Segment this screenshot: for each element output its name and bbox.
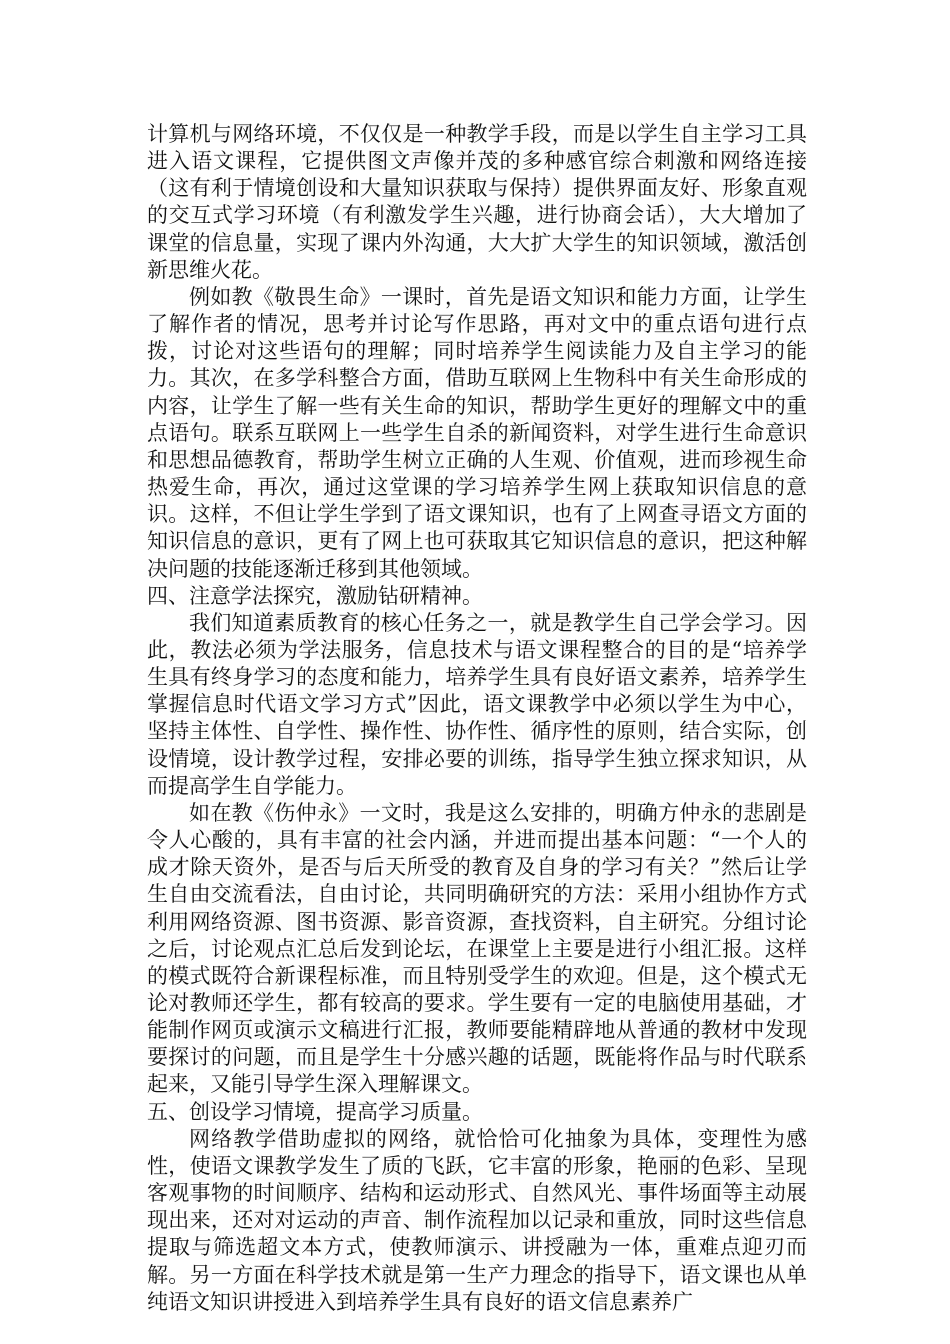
paragraph-quality-education: 我们知道素质教育的核心任务之一，就是教学生自己学会学习。因此，教法必须为学法服务，信息技术与语文课程整合的目的是“培养学生具有终身学习的态度和能力，培养学生具有良好语文素养，培养学生掌握信息时代语文学习方式”因此，语文课教学中必须以学生为中心，坚持主体性、自学性、操作性、协作性、循序性的原则，结合实际，创设情境，设计教学过程，安排必要的训练，指导学生独立探求知识，从而提高学生自学能力。 [147, 610, 807, 798]
document-page [147, 121, 807, 1316]
paragraph-respect-life-example: 例如教《敬畏生命》一课时，首先是语文知识和能力方面，让学生了解作者的情况，思考并讨论写作思路，再对文中的重点语句进行点拨，讨论对这些语句的理解；同时培养学生阅读能力及自主学习的能力。其次，在多学科整合方面，借助互联网上生物科中有关生命形成的内容，让学生了解一些有关生命的知识，帮助学生更好的理解文中的重点语句。联系互联网上一些学生自杀的新闻资料，对学生进行生命意识和思想品德教育，帮助学生树立正确的人生观、价值观，进而珍视生命热爱生命，再次，通过这堂课的学习培养学生网上获取知识信息的意识。这样，不但让学生学到了语文课知识，也有了上网查寻语文方面的知识信息的意识，更有了网上也可获取其它知识信息的意识，把这种解决问题的技能逐渐迁移到其他领域。 [147, 284, 807, 581]
section-heading-5: 五、创设学习情境，提高学习质量。 [147, 1099, 483, 1124]
section-heading-4: 四、注意学法探究，激励钻研精神。 [147, 583, 483, 608]
paragraph-network-teaching: 网络教学借助虚拟的网络，就恰恰可化抽象为具体，变理性为感性，使语文课教学发生了质的飞跃，它丰富的形象，艳丽的色彩、呈现客观事物的时间顺序、结构和运动形式、自然风光、事件场面等主动展现出来，还对对运动的声音、制作流程加以记录和重放，同时这些信息提取与筛选超文本方式，使教师演示、讲授融为一体，重难点迎刃而解。另一方面在科学技术就是第一生产力理念的指导下，语文课也从单纯语文知识讲授进入到培养学生具有良好的语文信息素养广 [147, 1126, 807, 1314]
paragraph-network-environment: 计算机与网络环境，不仅仅是一种教学手段，而是以学生自主学习工具进入语文课程，它提供图文声像并茂的多种感官综合刺激和网络连接（这有利于情境创设和大量知识获取与保持）提供界面友好、形象直观的交互式学习环境（有利激发学生兴趣，进行协商会话），大大增加了课堂的信息量，实现了课内外沟通，大大扩大学生的知识领域，激活创新思维火花。 [147, 122, 807, 282]
paragraph-shang-zhongyong-example: 如在教《伤仲永》一文时，我是这么安排的，明确方仲永的悲剧是令人心酸的，具有丰富的社会内涵，并进而提出基本问题：“一个人的成才除天资外，是否与后天所受的教育及自身的学习有关？”然后让学生自由交流看法，自由讨论，共同明确研究的方法：采用小组协作方式利用网络资源、图书资源、影音资源，查找资料，自主研究。分组讨论之后，讨论观点汇总后发到论坛，在课堂上主要是进行小组汇报。这样的模式既符合新课程标准，而且特别受学生的欢迎。但是，这个模式无论对教师还学生，都有较高的要求。学生要有一定的电脑使用基础，才能制作网页或演示文稿进行汇报，教师要能精辟地从普通的教材中发现要探讨的问题，而且是学生十分感兴趣的话题，既能将作品与时代联系起来，又能引导学生深入理解课文。 [147, 800, 807, 1097]
